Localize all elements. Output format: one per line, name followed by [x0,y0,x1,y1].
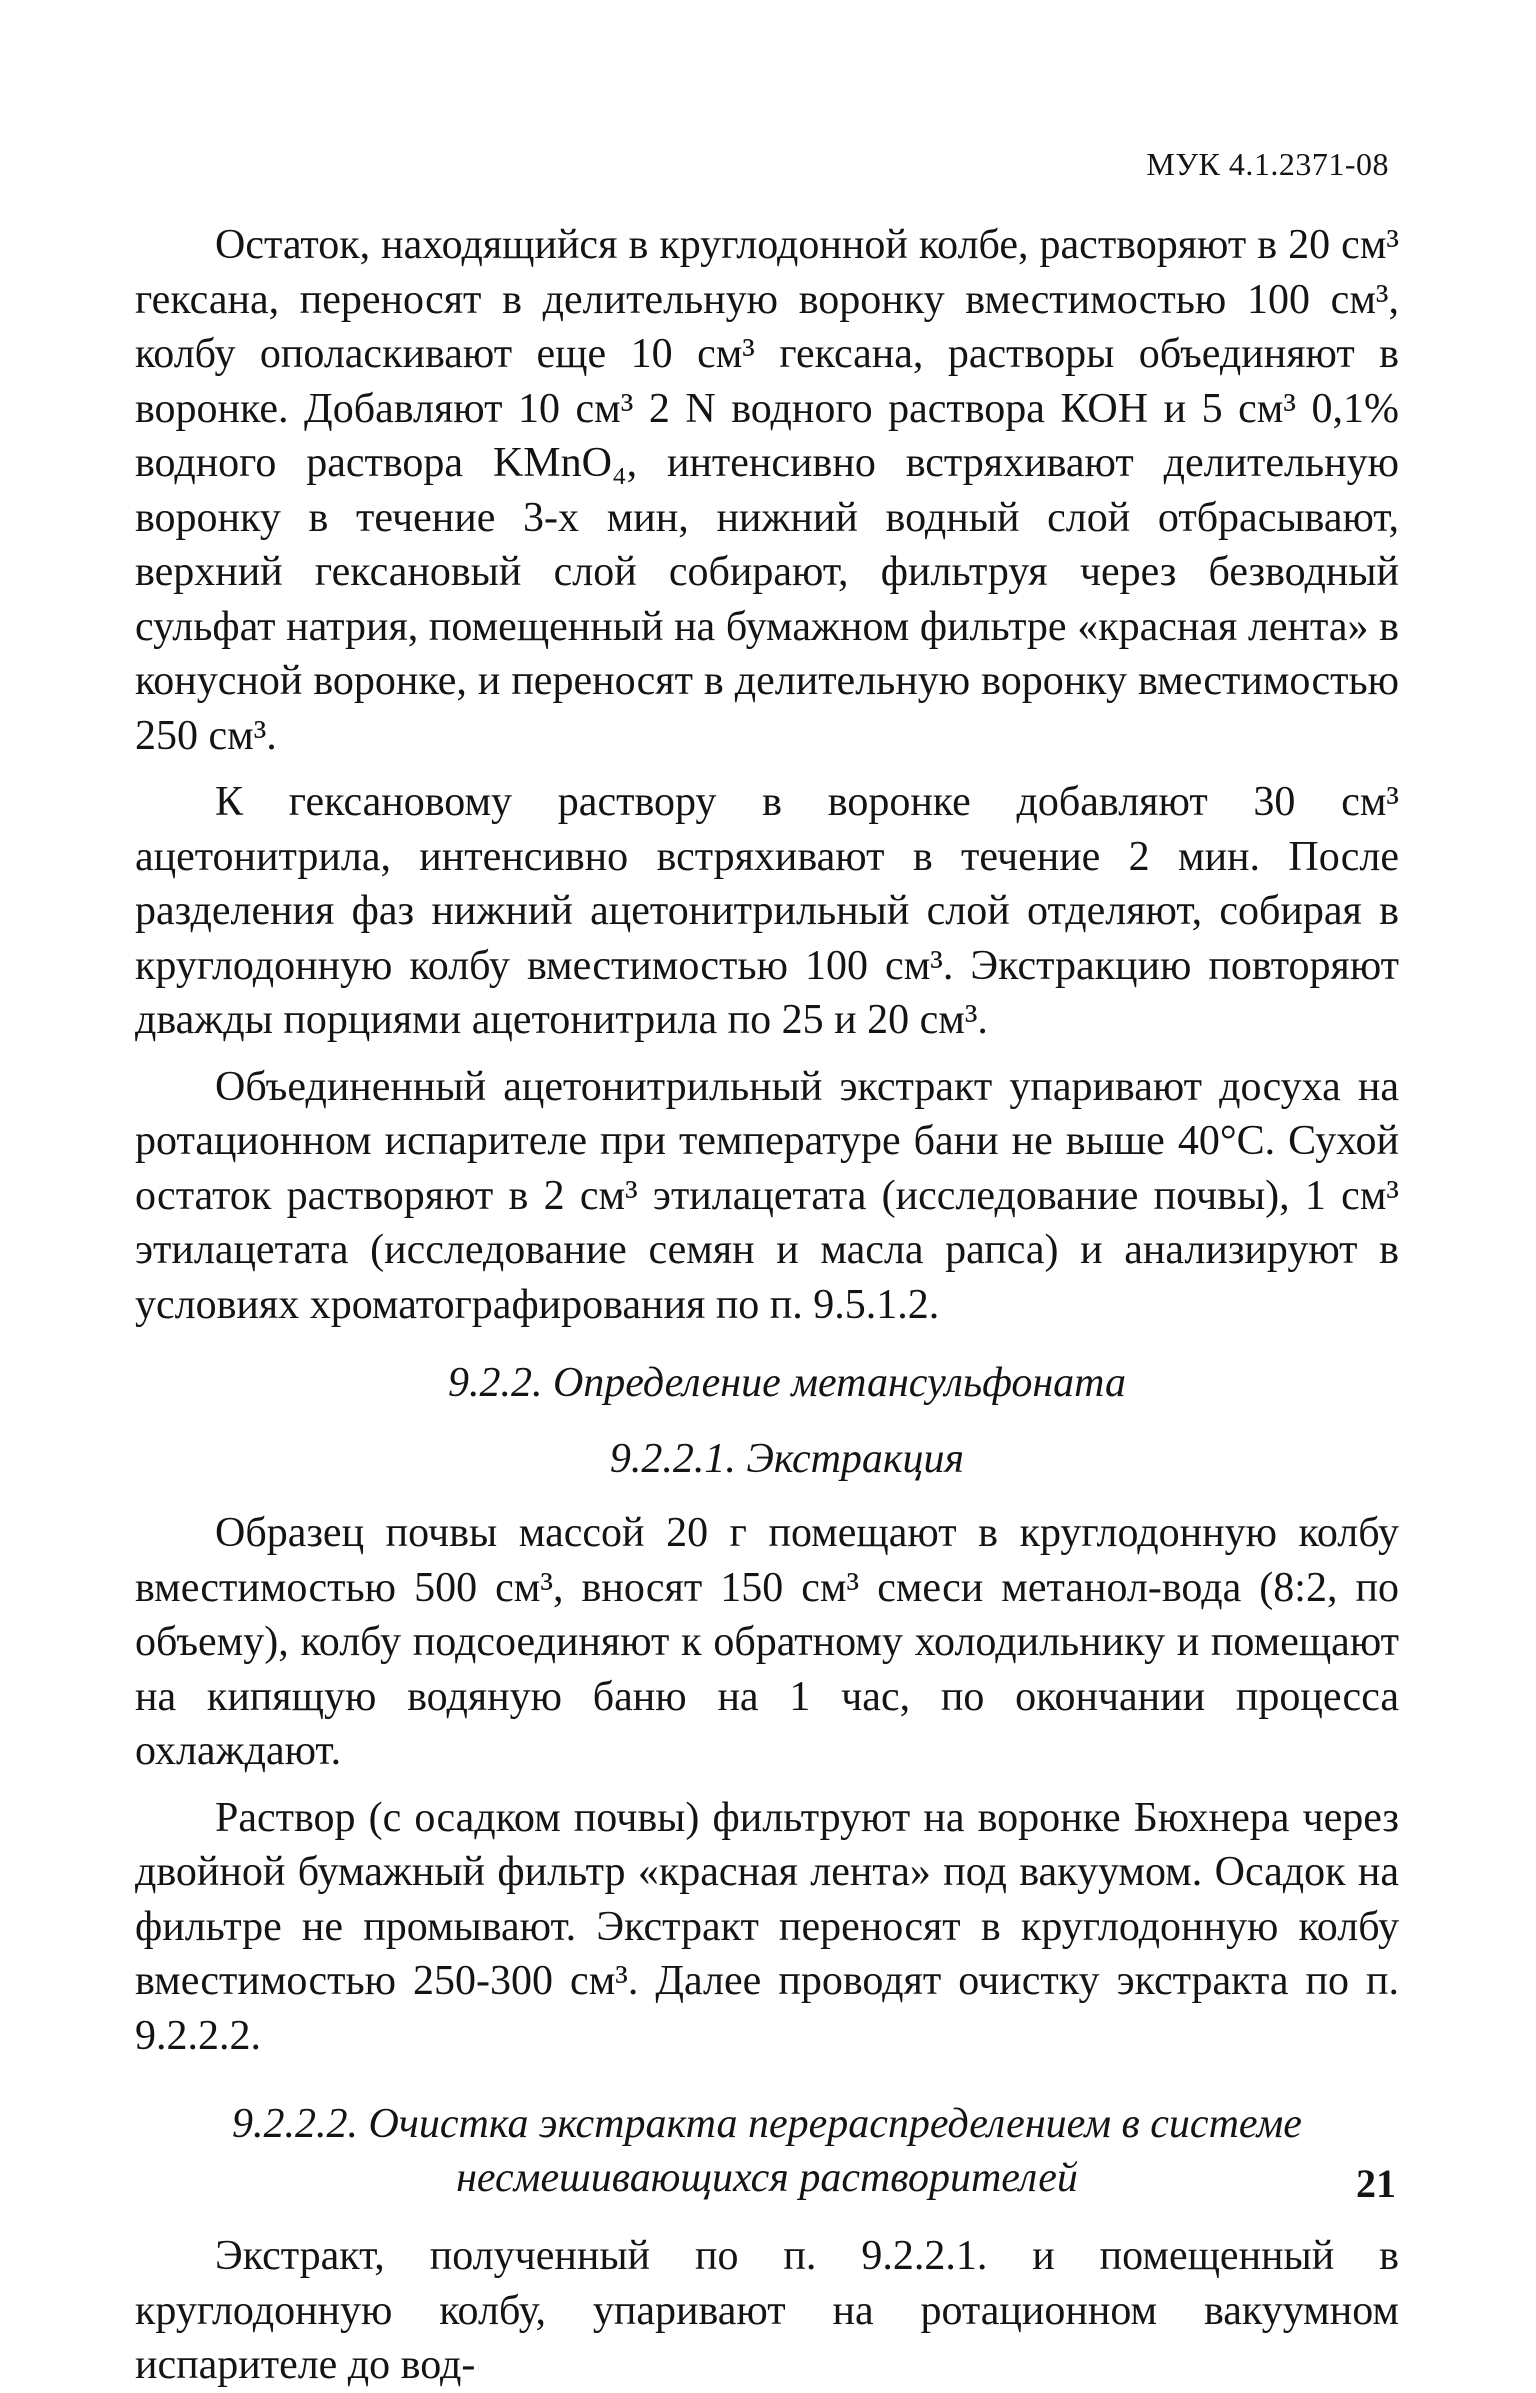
subsection-heading-cleanup-line1: 9.2.2.2. Очистка экстракта перераспределением в системе [232,2101,1302,2147]
subsection-heading-cleanup-line2: несмешивающихся растворителей [456,2155,1078,2201]
subsection-heading-cleanup [135,2097,1399,2205]
paragraph-soil-sample: Образец почвы массой 20 г помещают в круглодонную колбу вместимостью 500 см³, вносят 150 см³ смеси метанол-вода (8:2, по объему), колбу подсоединяют к обратному холодильнику и помещают на кипящую водяную баню на 1 час, по окончании процесса охлаждают. [135,1510,1399,1774]
paragraph-evaporation: Объединенный ацетонитрильный экстракт упаривают досуха на ротационном испарителе при температуре бани не выше 40°С. Сухой остаток растворяют в 2 см³ этилацетата (исследование почвы), 1 см³ этилацетата (исследование семян и масла рапса) и анализируют в условиях хроматографирования по п. 9.5.1.2. [135,1063,1399,1328]
paragraph-extract-evaporation: Экстракт, полученный по п. 9.2.2.1. и помещенный в круглодонную колбу, упаривают на ротационном вакуумном испарителе до вод- [135,2233,1399,2388]
page-body [135,218,1399,2393]
section-heading-methanesulfonate: 9.2.2. Определение метансульфоната [447,1360,1127,1406]
document-code: МУК 4.1.2371-08 [1146,146,1389,182]
subsection-heading-extraction: 9.2.2.1. Экстракция [609,1436,965,1482]
paragraph-residue-hexane: Остаток, находящийся в круглодонной колбе, растворяют в 20 см³ гексана, переносят в делительную воронку вместимостью 100 см³, колбу ополаскивают еще 10 см³ гексана, растворы объединяют в воронке. Добавляют 10 см³ 2 N водного раствора КОН и 5 см³ 0,1% водного раствора KMnO₄, интенсивно встряхивают делительную воронку в течение 3-х мин, нижний водный слой отбрасывают, верхний гексановый слой собирают, фильтруя через безводный сульфат натрия, помещенный на бумажном фильтре «красная лента» в конусной воронке, и переносят в делительную воронку вместимостью 250 см³. [135,222,1399,759]
page-number: 21 [1356,2161,1396,2206]
paragraph-acetonitrile-extraction: К гексановому раствору в воронке добавляют 30 см³ ацетонитрила, интенсивно встряхивают в течение 2 мин. После разделения фаз нижний ацетонитрильный слой отделяют, собирая в круглодонную колбу вместимостью 100 см³. Экстракцию повторяют дважды порциями ацетонитрила по 25 и 20 см³. [135,779,1399,1043]
paragraph-filtration: Раствор (с осадком почвы) фильтруют на воронке Бюхнера через двойной бумажный фильтр «красная лента» под вакуумом. Осадок на фильтре не промывают. Экстракт переносят в круглодонную колбу вместимостью 250-300 см³. Далее проводят очистку экстракта по п. 9.2.2.2. [135,1794,1399,2059]
